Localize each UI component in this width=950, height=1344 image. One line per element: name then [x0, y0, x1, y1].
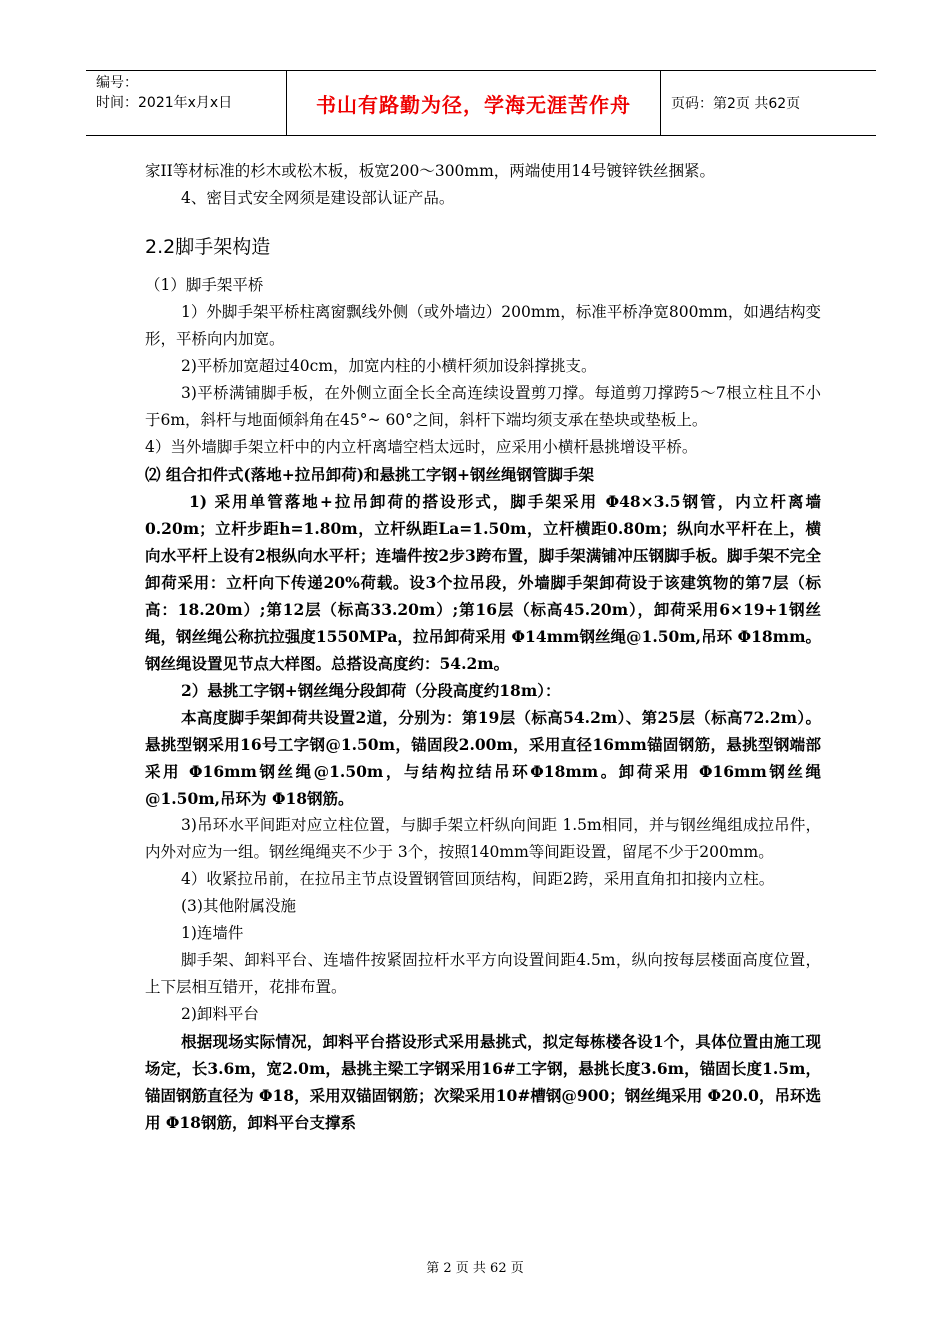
document-body — [145, 158, 821, 1136]
header-motto-cell — [286, 71, 661, 135]
paragraph: 4、密目式安全网须是建设部认证产品。 — [181, 189, 455, 207]
paragraph: 2）悬挑工字钢+钢丝绳分段卸荷（分段高度约18m）： — [181, 681, 561, 700]
paragraph: （1）脚手架平桥 — [145, 276, 264, 294]
paragraph: 3)吊环水平间距对应立柱位置，与脚手架立杆纵向间距 1.5m相同，并与钢丝绳组成拉吊件，内外对应为一组。钢丝绳绳夹不少于 3个，按照140mm等间距设置，留尾不少于200mm。 — [145, 816, 821, 861]
page-footer: 第 2 页 共 62 页 — [426, 1261, 524, 1276]
section-title: 2.2脚手架构造 — [145, 236, 271, 258]
paragraph: (3)其他附属没施 — [181, 897, 296, 915]
code-label: 编号： — [96, 75, 138, 91]
paragraph: 2)平桥加宽超过40cm，加宽内柱的小横杆须加设斜撑挑支。 — [181, 357, 597, 375]
paragraph: 1）外脚手架平桥柱离窗飘线外侧（或外墙边）200mm，标准平桥净宽800mm，如遇结构变形，平桥向内加宽。 — [145, 303, 821, 348]
page-header — [86, 70, 876, 136]
paragraph: 2)卸料平台 — [181, 1005, 259, 1023]
paragraph: 4）当外墙脚手架立杆中的内立杆离墙空档太远时，应采用小横杆悬挑增设平桥。 — [145, 438, 698, 456]
header-meta — [86, 71, 286, 135]
paragraph: 4）收紧拉吊前，在拉吊主节点设置钢管回顶结构，间距2跨，采用直角扣扣接内立柱。 — [181, 870, 775, 888]
paragraph: 脚手架、卸料平台、连墙件按紧固拉杆水平方向设置间距4.5m，纵向按每层楼面高度位置，上下层相互错开，花排布置。 — [145, 951, 821, 996]
paragraph: 根据现场实际情况，卸料平台搭设形式采用悬挑式，拟定每栋楼各设1个，具体位置由施工现场定，长3.6m，宽2.0m，悬挑主梁工字钢采用16#工字钢，悬挑长度3.6m，锚固长度1.5m，锚固钢筋直径为 Φ18，采用双锚固钢筋；次梁采用10#槽钢@900；钢丝绳采用 Φ20.0，吊环选用 Φ18钢筋，卸料平台支撑系 — [145, 1032, 821, 1132]
paragraph: 家II等材标准的杉木或松木板，板宽200～300mm，两端使用14号镀锌铁丝捆紧。 — [145, 162, 716, 180]
header-motto: 书山有路勤为径，学海无涯苦作舟 — [316, 92, 631, 117]
header-page-info: 页码：第2页 共62页 — [671, 96, 801, 112]
paragraph: 1)连墙件 — [181, 924, 244, 942]
paragraph: ⑵ 组合扣件式(落地+拉吊卸荷)和悬挑工字钢+钢丝绳钢管脚手架 — [145, 465, 595, 484]
paragraph: 本高度脚手架卸荷共设置2道，分别为：第19层（标高54.2m）、第25层（标高72.2m）。悬挑型钢采用16号工字钢@1.50m，锚固段2.00m，采用直径16mm锚固钢筋，悬挑型钢端部采用 Φ16mm钢丝绳@1.50m，与结构拉结吊环Φ18mm。卸荷采用 Φ16mm钢丝绳@1.50m,吊环为 Φ18钢筋。 — [145, 708, 821, 808]
paragraph: 1) 采用单管落地+拉吊卸荷的搭设形式，脚手架采用 Φ48×3.5钢管，内立杆离墙0.20m；立杆步距h=1.80m，立杆纵距La=1.50m，立杆横距0.80m；纵向水平杆在上，横向水平杆上设有2根纵向水平杆；连墙件按2步3跨布置，脚手架满铺冲压钢脚手板。脚手架不完全卸荷采用：立杆向下传递20%荷载。设3个拉吊段，外墙脚手架卸荷设于该建筑物的第7层（标高：18.20m）;第12层（标高33.20m）;第16层（标高45.20m），卸荷采用6×19+1钢丝绳，钢丝绳公称抗拉强度1550MPa，拉吊卸荷采用 Φ14mm钢丝绳@1.50m,吊环 Φ18mm。钢丝绳设置见节点大样图。总搭设高度约：54.2m。 — [145, 492, 821, 673]
paragraph: 3)平桥满铺脚手板，在外侧立面全长全高连续设置剪刀撑。每道剪刀撑跨5～7根立柱且不小于6m，斜杆与地面倾斜角在45°~ 60°之间，斜杆下端均须支承在垫块或垫板上。 — [145, 384, 821, 429]
time-label: 时间：2021年x月x日 — [96, 95, 233, 111]
